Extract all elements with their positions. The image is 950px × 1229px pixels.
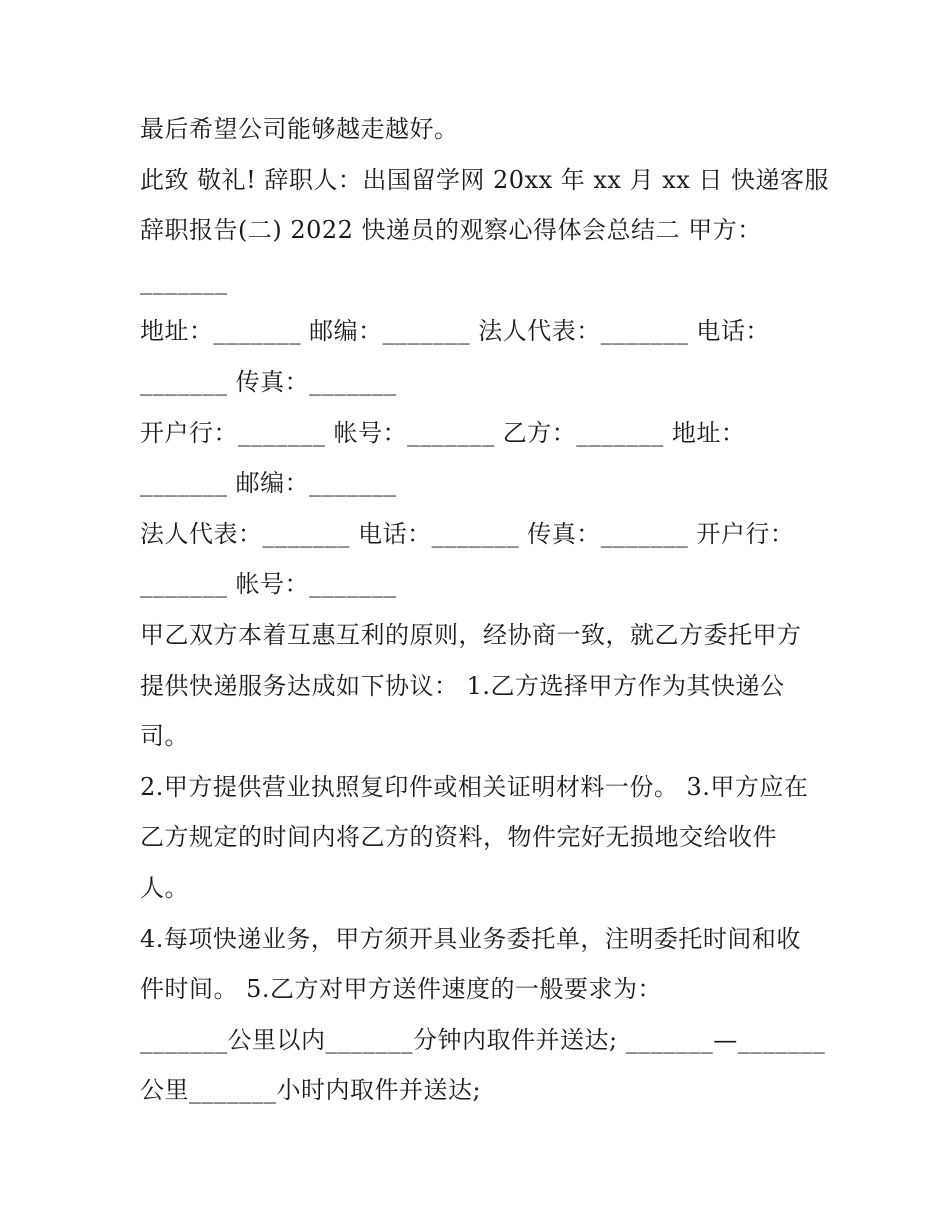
text-line: 件时间。 5.乙方对甲方送件速度的一般要求为： <box>140 975 663 1004</box>
text-line: _______公里以内_______分钟内取件并送达; _______—_______ <box>140 1025 826 1054</box>
text-line: 公里_______小时内取件并送达; <box>140 1076 482 1105</box>
text-line: 甲乙双方本着互惠互利的原则，经协商一致，就乙方委托甲方 <box>140 620 802 649</box>
text-line: 乙方规定的时间内将乙方的资料，物件完好无损地交给收件 <box>140 823 777 852</box>
text-line: 4.每项快递业务，甲方须开具业务委托单，注明委托时间和收 <box>140 924 801 953</box>
text-line: 此致 敬礼! 辞职人：出国留学网 20xx 年 xx 月 xx 日 快递客服 <box>140 165 830 194</box>
text-line: 地址：_______ 邮编：_______ 法人代表：_______ 电话： <box>140 317 770 346</box>
text-line: 开户行：_______ 帐号：_______ 乙方：_______ 地址： <box>140 418 746 447</box>
text-line: _______ 传真：_______ <box>140 367 397 396</box>
text-line: 司。 <box>140 722 189 751</box>
text-line: 提供快递服务达成如下协议： 1.乙方选择甲方作为其快递公 <box>140 671 785 700</box>
text-line: _______ 邮编：_______ <box>140 469 397 498</box>
text-line: 2.甲方提供营业执照复印件或相关证明材料一份。 3.甲方应在 <box>140 772 809 801</box>
text-line: 最后希望公司能够越走越好。 <box>140 115 459 143</box>
text-line: 人。 <box>140 873 189 902</box>
text-line: _______ <box>140 266 228 295</box>
text-line: 辞职报告(二) 2022 快递员的观察心得体会总结二 甲方： <box>140 216 762 245</box>
text-line: _______ 帐号：_______ <box>140 570 397 599</box>
text-line: 法人代表：_______ 电话：_______ 传真：_______ 开户行： <box>140 519 795 548</box>
document-body <box>140 104 830 1116</box>
